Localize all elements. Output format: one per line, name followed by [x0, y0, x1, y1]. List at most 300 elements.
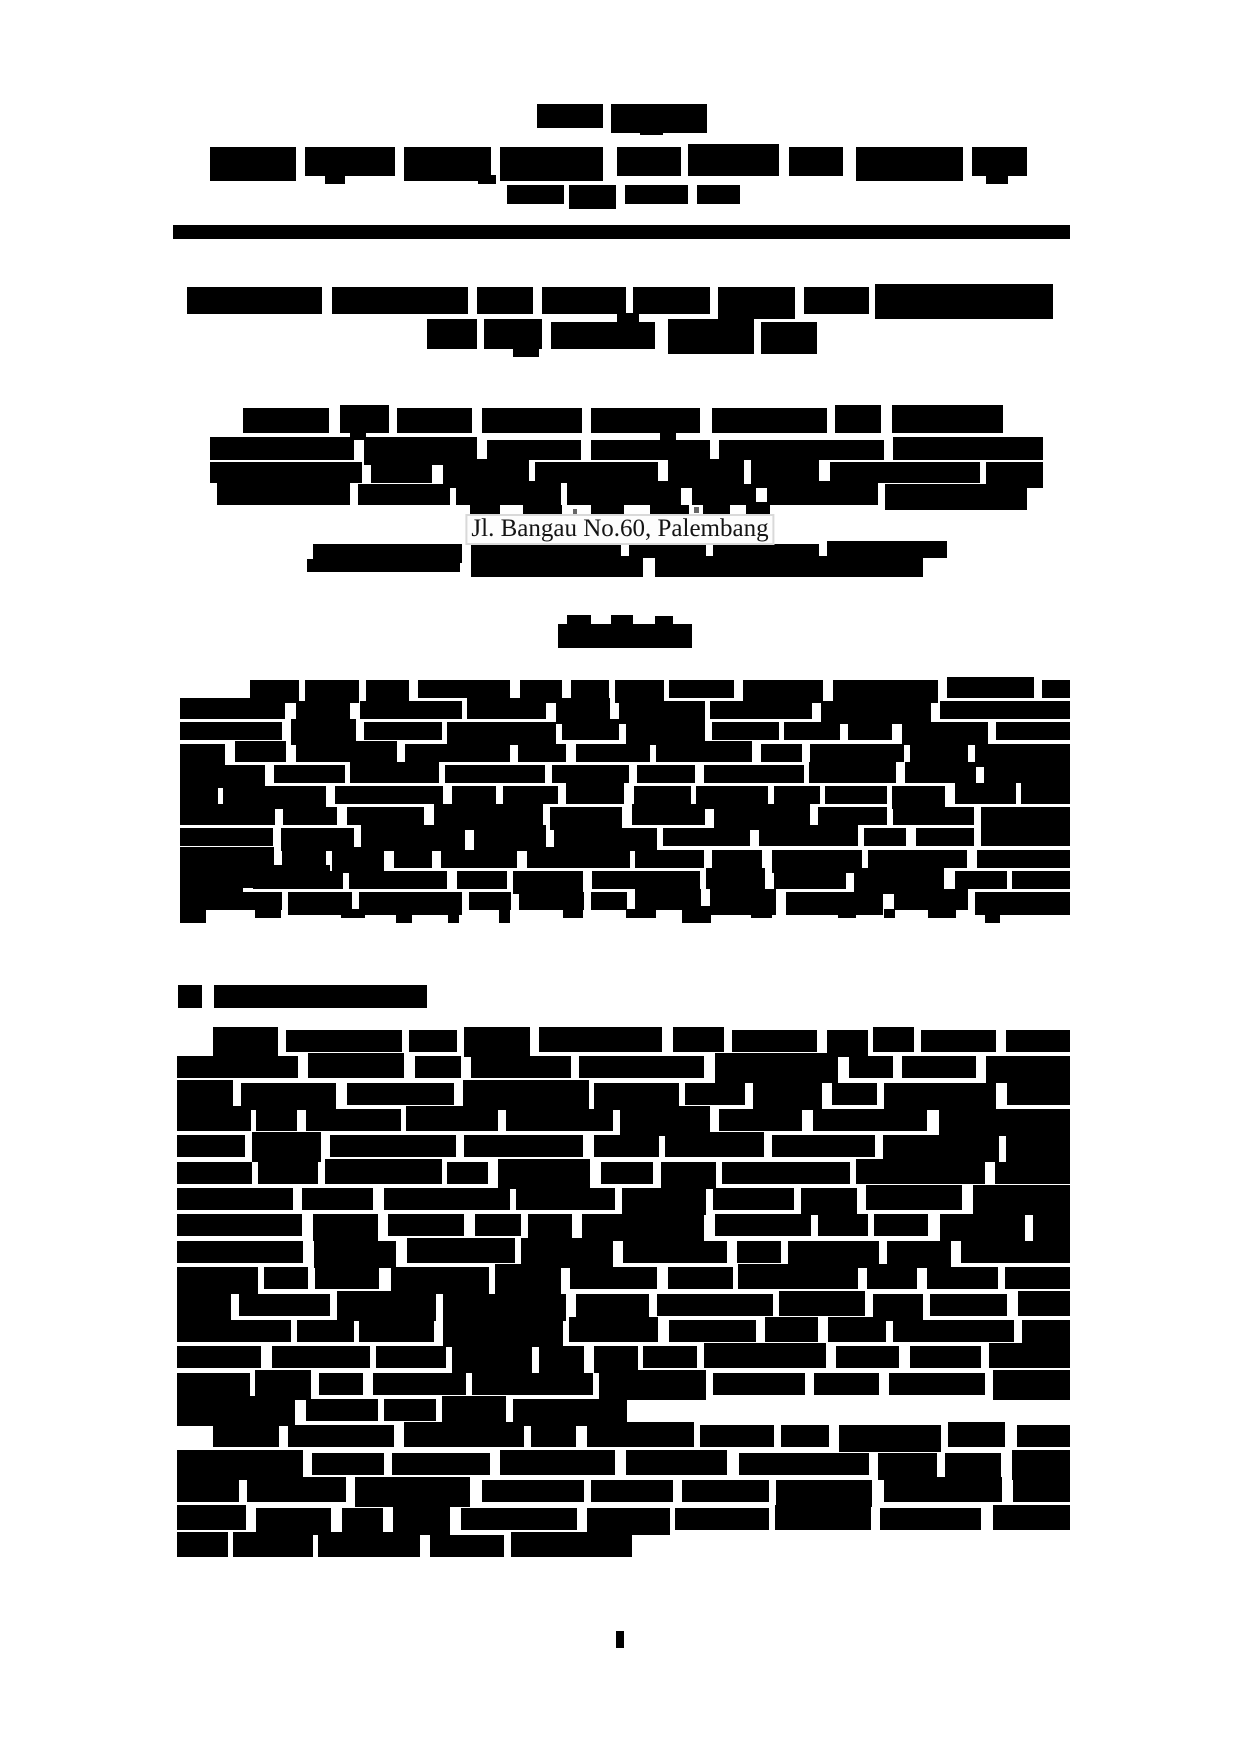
body-paragraph1-redacted — [241, 1083, 336, 1110]
body-paragraph1-redacted — [623, 1241, 727, 1263]
abstract-paragraph-redacted — [975, 744, 1070, 767]
body-paragraph1-redacted — [177, 1106, 251, 1131]
body-paragraph1-redacted — [1005, 1267, 1070, 1289]
body-paragraph2-redacted — [1013, 1480, 1070, 1502]
body-paragraph2-redacted — [1012, 1450, 1070, 1480]
abstract-paragraph-redacted — [347, 807, 424, 825]
abstract-descenders — [884, 909, 895, 918]
abstract-descenders — [751, 906, 772, 918]
journal-title-redacted — [688, 144, 779, 176]
body-paragraph2-redacted — [392, 1453, 490, 1475]
body-paragraph1-redacted — [594, 1135, 659, 1157]
body-paragraph1-redacted — [601, 1162, 653, 1184]
body-paragraph1-redacted — [622, 1188, 707, 1215]
body-paragraph2-redacted — [948, 1422, 1005, 1447]
abstract-paragraph-redacted — [894, 889, 967, 910]
abstract-paragraph-redacted — [825, 786, 887, 804]
abstract-paragraph-redacted — [656, 741, 753, 762]
abstract-paragraph-redacted — [180, 698, 285, 719]
abstract-descenders — [626, 909, 656, 918]
abstract-paragraph-redacted — [518, 744, 567, 762]
body-paragraph1-redacted — [498, 1159, 590, 1189]
body-paragraph1-redacted — [570, 1267, 657, 1289]
affiliation-line1-redacted — [719, 440, 884, 460]
body-paragraph1-redacted — [738, 1264, 858, 1289]
affiliation-line3-redacted — [217, 481, 350, 505]
body-paragraph1-redacted — [539, 1346, 584, 1373]
abstract-paragraph-redacted — [810, 744, 904, 762]
body-paragraph1-redacted — [407, 1238, 514, 1263]
journal-title-redacted — [617, 147, 682, 176]
body-paragraph1-redacted — [921, 1030, 996, 1052]
abstract-descenders — [928, 909, 957, 918]
body-paragraph1-redacted — [873, 1027, 914, 1052]
journal-title-redacted — [856, 147, 963, 181]
abstract-paragraph-redacted — [669, 680, 733, 698]
body-paragraph1-redacted — [539, 1027, 662, 1052]
authors-line-redacted — [712, 408, 827, 433]
body-paragraph1-redacted — [464, 1135, 584, 1157]
abstract-paragraph-redacted — [916, 828, 974, 846]
body-paragraph2-redacted — [775, 1505, 872, 1530]
body-paragraph1-redacted — [940, 1214, 1026, 1241]
body-paragraph1-redacted — [713, 1188, 794, 1210]
paper-title-line2-redacted — [668, 319, 754, 354]
paper-title-line1-redacted — [477, 287, 533, 314]
body-paragraph1-redacted — [995, 1162, 1070, 1184]
paper-title-line1-redacted — [542, 287, 626, 314]
body-paragraph1-redacted — [330, 1135, 457, 1157]
body-paragraph1-redacted — [306, 1399, 378, 1421]
body-paragraph2-redacted — [781, 1425, 828, 1447]
body-paragraph1-redacted — [464, 1027, 530, 1057]
paper-title-line2-redacted — [551, 322, 655, 349]
body-paragraph1-redacted — [643, 1346, 697, 1368]
paper-title-descender — [513, 348, 539, 357]
abstract-descenders — [499, 906, 510, 923]
body-paragraph1-redacted — [867, 1264, 917, 1289]
affiliation-line3-redacted — [358, 484, 450, 505]
body-paragraph1-redacted — [258, 1159, 319, 1184]
body-paragraph1-redacted — [715, 1053, 838, 1083]
body-paragraph1-redacted — [866, 1185, 963, 1210]
abstract-paragraph-redacted — [591, 892, 627, 910]
body-paragraph1-redacted — [177, 1056, 298, 1078]
paper-title-line1-redacted — [187, 287, 322, 314]
affiliation-line3-redacted — [885, 484, 1027, 510]
abstract-paragraph-redacted — [712, 722, 779, 740]
authors-line-redacted — [591, 408, 700, 433]
body-paragraph1-redacted — [889, 1373, 986, 1395]
body-paragraph1-redacted — [765, 1317, 818, 1342]
body-paragraph2-redacted — [1017, 1425, 1070, 1447]
abstract-paragraph-redacted — [503, 786, 557, 804]
issue-line-redacted — [569, 185, 616, 209]
journal-title-redacted — [972, 147, 1027, 176]
body-paragraph1-redacted — [314, 1241, 396, 1268]
body-paragraph1-redacted — [884, 1083, 996, 1110]
body-paragraph1-redacted — [264, 1267, 308, 1289]
body-paragraph1-redacted — [930, 1294, 1007, 1316]
body-paragraph1-redacted — [315, 1267, 379, 1289]
body-paragraph1-redacted — [579, 1056, 704, 1078]
body-paragraph1-redacted — [347, 1083, 454, 1105]
issue-line-redacted — [507, 185, 564, 204]
body-paragraph1-redacted — [286, 1030, 402, 1052]
body-paragraph2-redacted — [312, 1453, 384, 1475]
abstract-paragraph-redacted — [704, 765, 804, 783]
issue-line-redacted — [625, 185, 687, 204]
body-paragraph1-redacted — [406, 1106, 498, 1131]
body-paragraph1-redacted — [256, 1109, 296, 1131]
body-paragraph1-redacted — [443, 1294, 566, 1321]
paper-title-line2-redacted — [484, 319, 543, 349]
abstract-paragraph-redacted — [360, 701, 462, 719]
body-paragraph1-redacted — [713, 1373, 805, 1395]
authors-line-redacted — [397, 408, 471, 433]
abstract-paragraph-redacted — [761, 744, 802, 762]
body-paragraph1-redacted — [337, 1291, 436, 1321]
abstract-paragraph-redacted — [910, 744, 968, 762]
body-paragraph1-redacted — [409, 1030, 457, 1052]
abstract-paragraph-redacted — [818, 807, 887, 825]
body-paragraph1-redacted — [384, 1399, 436, 1421]
body-paragraph2-redacted — [288, 1425, 394, 1447]
body-paragraph2-redacted — [993, 1505, 1070, 1530]
abstract-paragraph-redacted — [457, 871, 507, 889]
abstract-paragraph-redacted — [981, 828, 1070, 846]
body-paragraph1-redacted — [874, 1214, 928, 1236]
journal-header-redacted — [537, 104, 603, 128]
body-paragraph1-redacted — [1018, 1291, 1070, 1316]
abstract-paragraph-redacted — [332, 847, 384, 873]
body-paragraph1-redacted — [993, 1370, 1070, 1400]
body-paragraph1-redacted — [313, 1214, 378, 1241]
body-paragraph1-redacted — [306, 1109, 401, 1131]
abstract-paragraph-redacted — [1021, 783, 1070, 804]
header-rule — [173, 225, 1070, 239]
body-paragraph1-redacted — [973, 1185, 1070, 1215]
abstract-paragraph-redacted — [864, 828, 906, 846]
abstract-paragraph-redacted — [981, 807, 1070, 830]
paper-title-line1-redacted — [804, 287, 869, 314]
abstract-paragraph-redacted — [710, 701, 812, 719]
abstract-paragraph-redacted — [809, 762, 896, 783]
abstract-paragraph-redacted — [632, 804, 705, 825]
body-paragraph2-redacted — [511, 1532, 632, 1557]
body-paragraph2-redacted — [531, 1422, 576, 1447]
abstract-paragraph-redacted — [552, 765, 629, 783]
abstract-paragraph-redacted — [1042, 680, 1070, 698]
journal-title-redacted — [210, 147, 296, 181]
body-paragraph1-redacted — [177, 1267, 258, 1294]
body-paragraph1-redacted — [272, 1346, 370, 1368]
body-paragraph1-redacted — [927, 1267, 998, 1289]
abstract-paragraph-redacted — [634, 786, 691, 804]
body-paragraph1-redacted — [856, 1159, 985, 1184]
authors-line-redacted — [835, 405, 881, 433]
body-paragraph2-redacted — [342, 1508, 383, 1535]
body-paragraph1-redacted — [177, 1214, 302, 1236]
body-paragraph1-redacted — [495, 1264, 561, 1294]
abstract-paragraph-redacted — [180, 828, 273, 846]
abstract-paragraph-redacted — [180, 804, 275, 825]
body-paragraph1-redacted — [319, 1373, 362, 1395]
body-paragraph2-redacted — [177, 1505, 246, 1530]
paper-title-line1-redacted — [332, 287, 467, 314]
body-paragraph1-redacted — [1007, 1083, 1070, 1105]
body-paragraph1-redacted — [177, 1320, 291, 1342]
abstract-paragraph-redacted — [394, 850, 432, 868]
abstract-paragraph-redacted — [784, 722, 839, 740]
body-paragraph1-redacted — [516, 1188, 615, 1210]
abstract-paragraph-redacted — [743, 680, 823, 703]
body-paragraph1-redacted — [893, 1320, 1013, 1342]
abstract-paragraph-redacted — [180, 744, 225, 767]
affiliation-line2-redacted — [535, 462, 658, 483]
abstract-paragraph-redacted — [566, 783, 624, 804]
paper-title-line2-redacted — [761, 322, 817, 354]
journal-title-redacted — [789, 147, 843, 176]
page-number-redacted — [616, 1631, 624, 1648]
abstract-paragraph-redacted — [519, 892, 584, 910]
body-paragraph2-redacted — [177, 1450, 303, 1480]
section-title-redacted — [214, 985, 427, 1008]
body-paragraph2-redacted — [587, 1422, 694, 1447]
body-paragraph2-redacted — [177, 1480, 239, 1502]
body-paragraph2-redacted — [839, 1425, 941, 1452]
body-paragraph2-redacted — [318, 1532, 420, 1557]
body-paragraph1-redacted — [661, 1162, 716, 1189]
body-paragraph1-redacted — [177, 1241, 303, 1263]
body-paragraph1-redacted — [722, 1162, 850, 1184]
body-paragraph1-redacted — [902, 1056, 976, 1078]
authors-line-redacted — [482, 408, 582, 433]
abstract-paragraph-redacted — [562, 719, 619, 740]
body-paragraph2-redacted — [461, 1508, 578, 1530]
affiliation-line1-redacted — [210, 437, 354, 460]
abstract-paragraph-redacted — [637, 765, 695, 783]
abstract-paragraph-redacted — [940, 701, 1070, 719]
body-paragraph1-redacted — [779, 1291, 865, 1316]
body-paragraph2-redacted — [482, 1480, 584, 1502]
abstract-paragraph-redacted — [296, 701, 350, 719]
section-number-redacted — [178, 985, 202, 1008]
abstract-paragraph-redacted — [1012, 871, 1070, 889]
abstract-paragraph-redacted — [296, 741, 397, 762]
body-paragraph2-redacted — [587, 1508, 669, 1535]
body-paragraph2-redacted — [430, 1535, 504, 1557]
paper-title-line1-redacted — [718, 287, 795, 319]
body-paragraph1-redacted — [668, 1267, 733, 1289]
abstract-paragraph-redacted — [418, 680, 510, 698]
abstract-paragraph-redacted — [868, 850, 967, 868]
affiliation-line3-redacted — [567, 481, 681, 505]
body-paragraph1-redacted — [685, 1083, 745, 1105]
paper-title-line1-redacted — [875, 284, 1053, 319]
abstract-paragraph-redacted — [441, 850, 517, 868]
abstract-paragraph-redacted — [635, 850, 704, 868]
journal-title-descender — [478, 175, 496, 184]
body-paragraph1-redacted — [772, 1135, 875, 1157]
keywords-label-redacted — [180, 865, 330, 888]
abstract-paragraph-redacted — [759, 825, 858, 846]
email-line2-redacted — [307, 559, 460, 572]
body-paragraph1-redacted — [177, 1135, 245, 1157]
abstract-paragraph-redacted — [977, 850, 1070, 868]
abstract-paragraph-redacted — [445, 765, 545, 783]
abstract-paragraph-redacted — [774, 786, 819, 804]
abstract-heading-top — [655, 616, 673, 625]
body-paragraph1-redacted — [1006, 1132, 1070, 1162]
affiliation-line1-redacted — [893, 437, 1043, 460]
affiliation-line1-redacted — [591, 440, 710, 460]
body-paragraph1-redacted — [239, 1294, 331, 1316]
body-paragraph1-redacted — [177, 1162, 252, 1184]
abstract-paragraph-redacted — [283, 807, 337, 825]
abstract-paragraph-redacted — [366, 680, 410, 703]
journal-title-redacted — [500, 147, 603, 181]
email-line2-redacted — [655, 556, 923, 577]
abstract-paragraph-redacted — [592, 871, 701, 889]
body-paragraph2-redacted — [739, 1453, 869, 1475]
address-descender-mark — [694, 507, 699, 513]
body-paragraph2-redacted — [177, 1532, 228, 1557]
body-paragraph1-redacted — [818, 1214, 869, 1236]
body-paragraph1-redacted — [801, 1188, 857, 1215]
abstract-paragraph-redacted — [955, 871, 1007, 889]
body-paragraph1-redacted — [213, 1027, 278, 1057]
body-paragraph1-redacted — [657, 1294, 772, 1316]
body-paragraph2-redacted — [700, 1425, 774, 1447]
body-paragraph1-redacted — [704, 1343, 826, 1368]
abstract-paragraph-redacted — [527, 847, 630, 868]
abstract-paragraph-redacted — [772, 850, 862, 873]
abstract-heading-redacted — [558, 624, 692, 648]
authors-line-redacted — [892, 405, 1003, 433]
abstract-paragraph-redacted — [467, 698, 546, 719]
abstract-paragraph-redacted — [180, 765, 265, 788]
body-paragraph1-redacted — [673, 1027, 725, 1052]
abstract-paragraph-redacted — [305, 680, 359, 703]
body-paragraph1-redacted — [569, 1317, 658, 1342]
abstract-paragraph-redacted — [955, 783, 1016, 804]
body-paragraph2-redacted — [884, 1477, 1002, 1502]
body-paragraph1-redacted — [415, 1056, 461, 1078]
abstract-descenders — [838, 906, 857, 918]
body-paragraph2-redacted — [945, 1453, 1002, 1480]
journal-title-redacted — [305, 147, 395, 176]
body-paragraph2-redacted — [393, 1505, 449, 1535]
body-paragraph1-redacted — [828, 1317, 886, 1342]
abstract-paragraph-redacted — [576, 744, 650, 762]
abstract-paragraph-redacted — [902, 722, 987, 745]
affiliation-line1-redacted — [487, 440, 580, 460]
body-paragraph1-redacted — [177, 1346, 261, 1368]
body-paragraph2-redacted — [213, 1422, 279, 1447]
body-paragraph1-redacted — [302, 1188, 373, 1210]
paper-title-descender — [617, 313, 639, 322]
body-paragraph2-redacted — [500, 1450, 614, 1475]
body-paragraph1-redacted — [989, 1343, 1070, 1368]
authors-descender — [660, 432, 676, 440]
body-paragraph1-redacted — [506, 1109, 613, 1131]
body-paragraph2-redacted — [880, 1508, 981, 1530]
abstract-paragraph-redacted — [848, 722, 892, 740]
abstract-paragraph-redacted — [550, 807, 622, 830]
body-paragraph1-redacted — [297, 1320, 354, 1342]
body-paragraph2-redacted — [878, 1453, 937, 1480]
body-paragraph1-redacted — [388, 1214, 464, 1236]
affiliation-line2-redacted — [371, 459, 432, 483]
body-paragraph1-redacted — [1033, 1214, 1070, 1241]
address-line: Jl. Bangau No.60, Palembang — [465, 514, 774, 545]
journal-header-descender — [640, 126, 663, 135]
abstract-paragraph-redacted — [350, 762, 440, 783]
abstract-descenders — [180, 906, 206, 923]
body-paragraph1-redacted — [719, 1109, 802, 1131]
body-paragraph1-redacted — [961, 1241, 1070, 1263]
affiliation-line2-redacted — [830, 462, 980, 483]
body-paragraph1-redacted — [443, 1320, 562, 1347]
body-paragraph1-redacted — [452, 1346, 532, 1373]
body-paragraph1-redacted — [669, 1320, 756, 1342]
issue-line-redacted — [697, 185, 740, 204]
body-paragraph2-redacted — [233, 1532, 313, 1557]
body-paragraph2-redacted — [776, 1480, 872, 1507]
abstract-paragraph-redacted — [774, 871, 846, 889]
abstract-paragraph-redacted — [786, 892, 883, 915]
abstract-descenders — [563, 909, 583, 918]
body-paragraph1-redacted — [599, 1370, 706, 1400]
authors-line-redacted — [243, 408, 329, 433]
abstract-paragraph-redacted — [447, 722, 556, 745]
body-paragraph2-redacted — [675, 1508, 769, 1530]
body-paragraph1-redacted — [308, 1053, 404, 1078]
body-paragraph2-redacted — [682, 1480, 769, 1502]
body-paragraph1-redacted — [753, 1083, 822, 1110]
abstract-paragraph-redacted — [615, 680, 663, 703]
abstract-descenders — [985, 909, 1000, 923]
abstract-paragraph-redacted — [405, 744, 509, 762]
body-paragraph1-redacted — [475, 1214, 521, 1236]
body-paragraph1-redacted — [665, 1132, 764, 1157]
body-paragraph1-redacted — [814, 1373, 879, 1395]
body-paragraph1-redacted — [471, 1056, 571, 1078]
abstract-paragraph-redacted — [984, 765, 1070, 783]
abstract-paragraph-redacted — [274, 765, 344, 783]
abstract-paragraph-redacted — [821, 701, 931, 724]
journal-title-descender — [325, 175, 345, 184]
abstract-descenders — [341, 909, 365, 918]
body-paragraph2-redacted — [591, 1480, 673, 1502]
abstract-paragraph-redacted — [893, 807, 974, 825]
abstract-paragraph-redacted — [235, 741, 286, 762]
body-paragraph2-redacted — [256, 1508, 331, 1535]
abstract-paragraph-redacted — [364, 722, 441, 740]
abstract-heading-top — [567, 615, 591, 625]
body-paragraph1-redacted — [910, 1346, 981, 1368]
abstract-paragraph-redacted — [571, 680, 610, 698]
body-paragraph1-redacted — [472, 1373, 593, 1395]
paper-title-line2-redacted — [427, 319, 477, 349]
abstract-descenders — [682, 906, 711, 923]
affiliation-line3-redacted — [456, 481, 561, 505]
abstract-descenders — [448, 909, 458, 923]
abstract-paragraph-redacted — [892, 786, 945, 809]
paper-title-line1-redacted — [633, 287, 709, 314]
affiliation-line3-redacted — [767, 481, 878, 505]
